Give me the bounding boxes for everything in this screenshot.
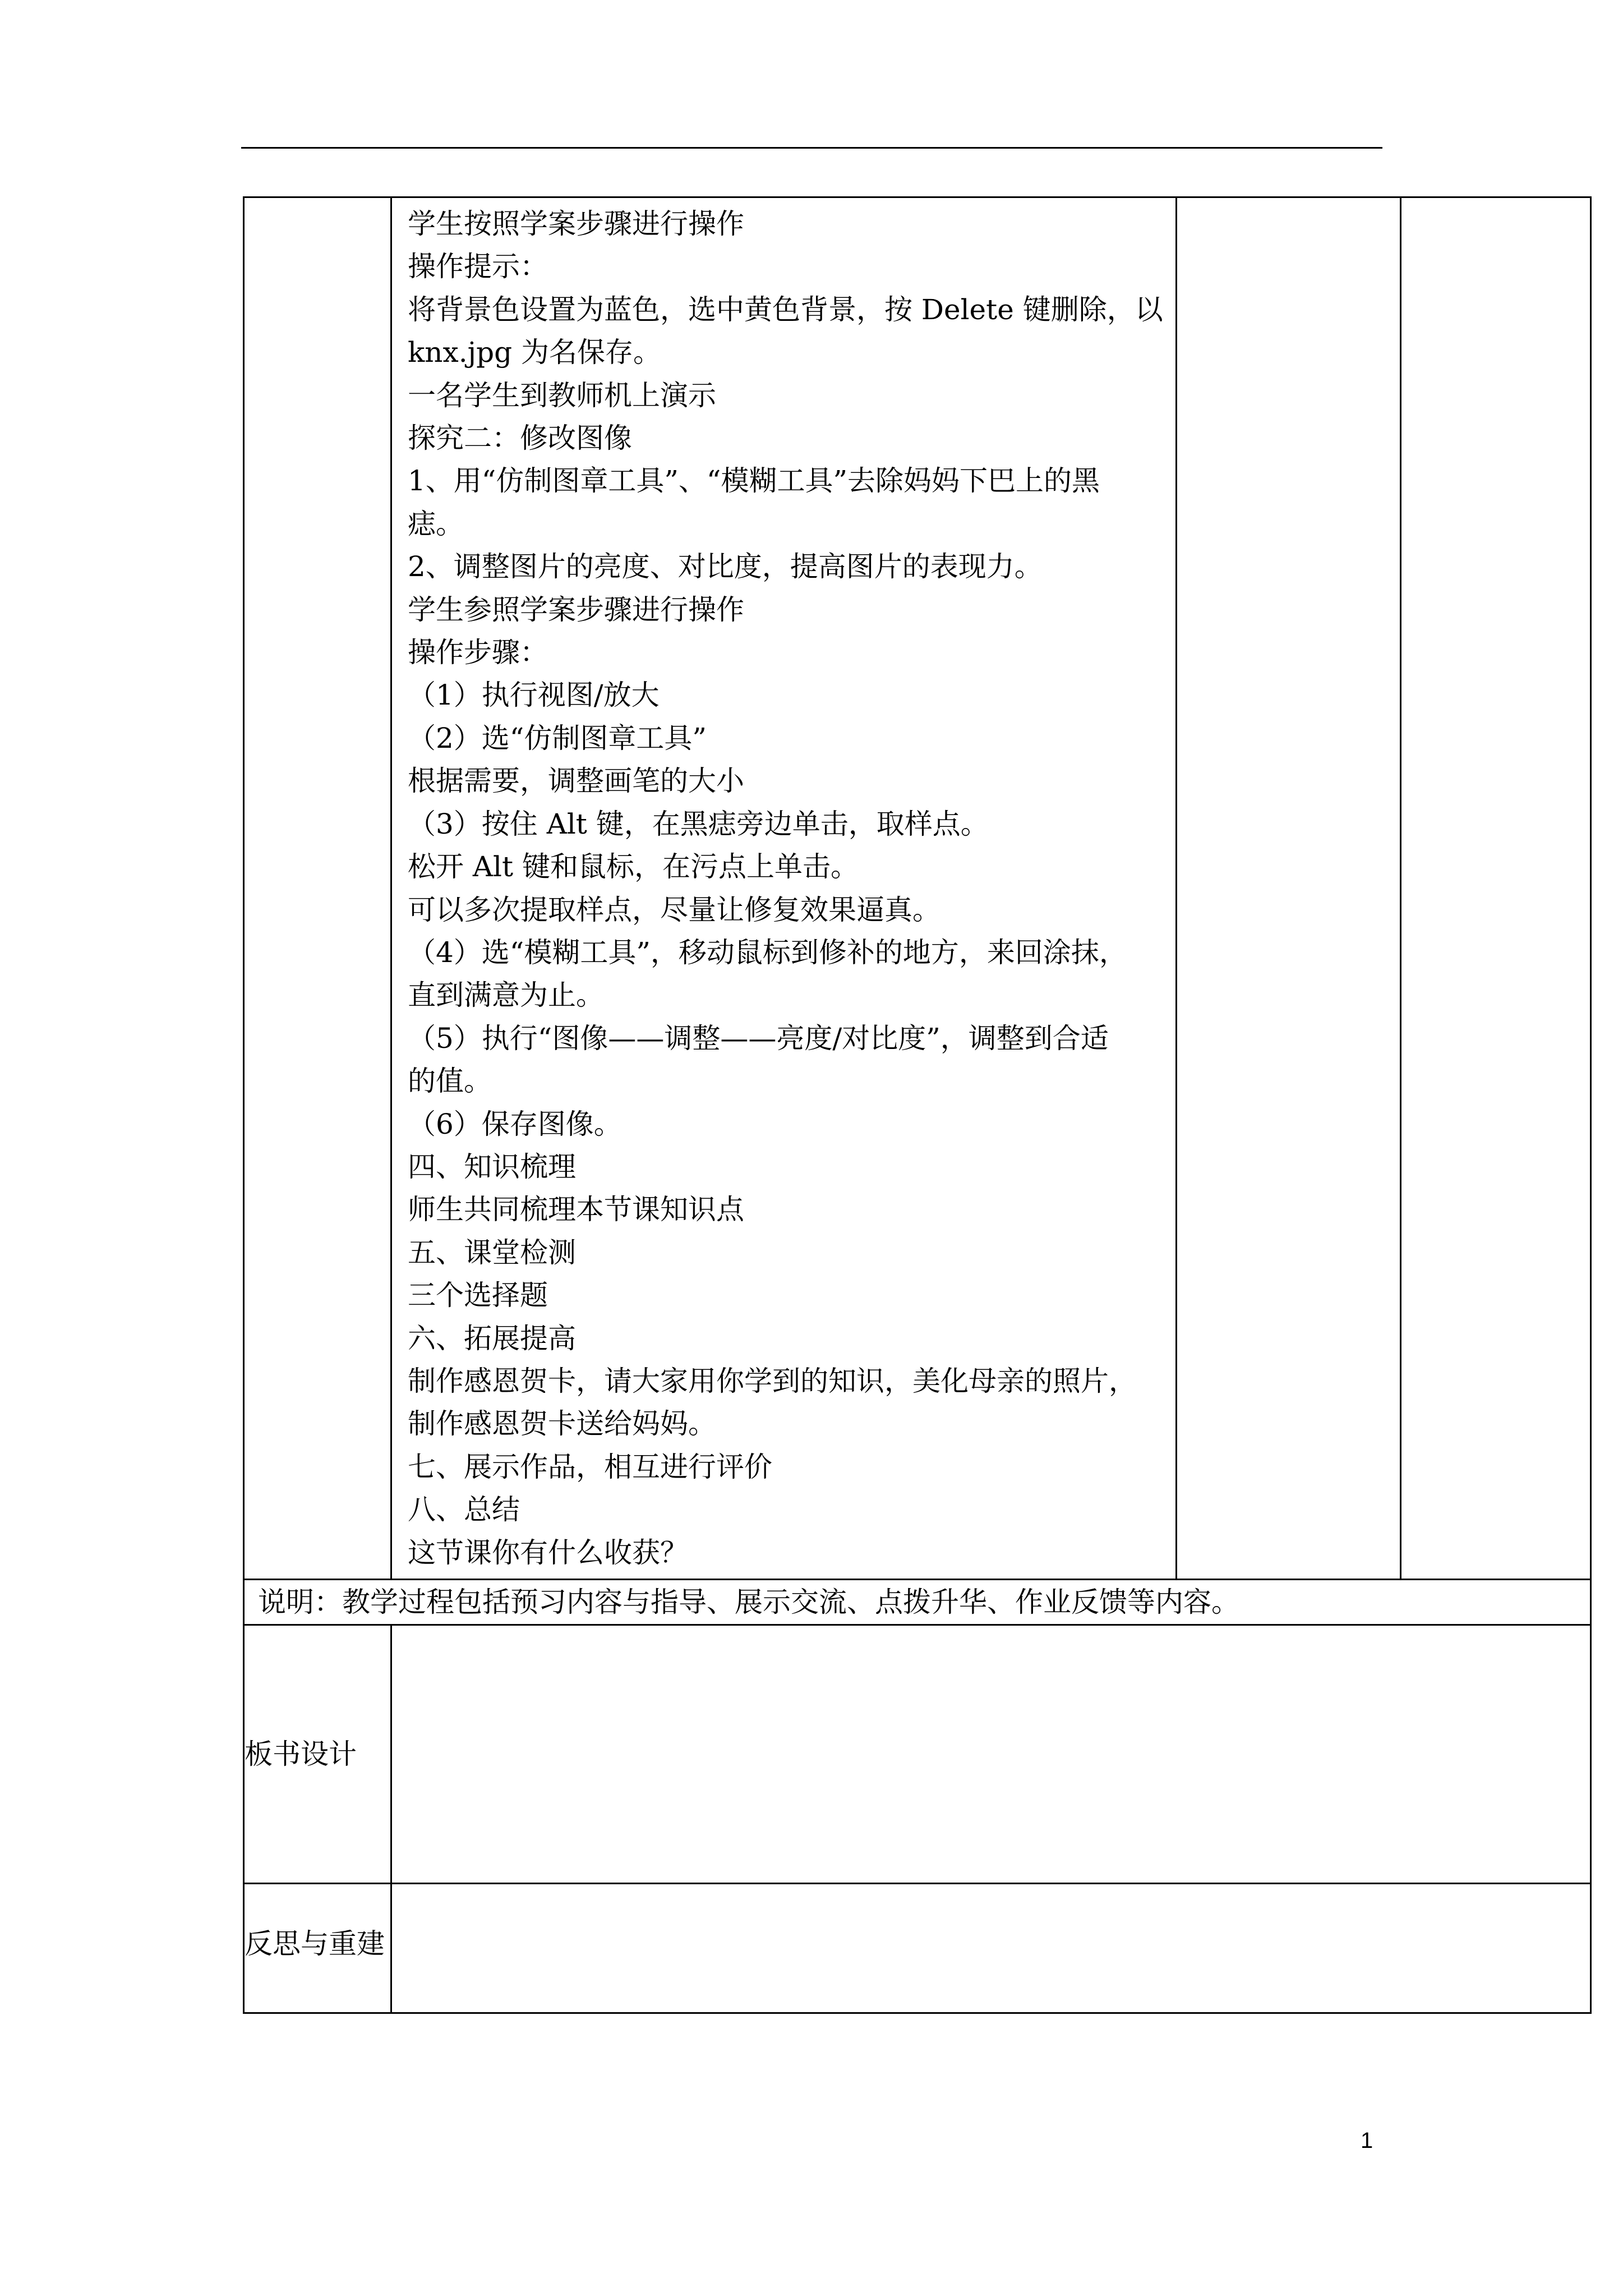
note-text: 说明：教学过程包括预习内容与指导、展示交流、点拨升华、作业反馈等内容。 xyxy=(258,1586,1239,1618)
board-design-label: 板书设计 xyxy=(244,1625,391,1884)
process-content-cell xyxy=(391,197,1177,1580)
stage-label-cell xyxy=(244,197,391,1580)
process-line: 六、拓展提高 xyxy=(408,1322,576,1355)
process-line: 这节课你有什么收获？ xyxy=(408,1536,688,1569)
note-cell xyxy=(244,1580,1591,1625)
process-line: 八、总结 xyxy=(408,1493,520,1526)
process-line: knx.jpg 为名保存。 xyxy=(408,336,662,369)
process-line: （1）执行视图/放大 xyxy=(408,679,660,712)
process-line: 制作感恩贺卡送给妈妈。 xyxy=(408,1407,716,1441)
process-line: 根据需要，调整画笔的大小 xyxy=(408,765,744,798)
process-line: 操作提示： xyxy=(408,250,548,283)
reflection-label-text: 反思与重建 xyxy=(245,1927,385,1960)
process-line: （5）执行“图像——调整——亮度/对比度”，调整到合适 xyxy=(408,1022,1109,1055)
process-line: 一名学生到教师机上演示 xyxy=(408,379,716,412)
process-line: 七、展示作品，相互进行评价 xyxy=(408,1450,772,1483)
teaching-process-row xyxy=(244,197,1591,1580)
process-line: 操作步骤： xyxy=(408,636,548,669)
process-line: （4）选“模糊工具”，移动鼠标到修补的地方，来回涂抹， xyxy=(408,936,1127,969)
process-line: 四、知识梳理 xyxy=(408,1150,576,1183)
reflection-content xyxy=(391,1884,1591,2013)
process-line: 探究二：修改图像 xyxy=(408,422,632,455)
process-line: 三个选择题 xyxy=(408,1279,548,1312)
process-line: （6）保存图像。 xyxy=(408,1107,622,1140)
process-line: 学生参照学案步骤进行操作 xyxy=(408,593,744,626)
student-activity-cell xyxy=(1177,197,1401,1580)
page-number: 1 xyxy=(1361,2128,1373,2153)
lesson-plan-table xyxy=(243,196,1592,2014)
process-line: 2、调整图片的亮度、对比度，提高图片的表现力。 xyxy=(408,550,1043,583)
reflection-label xyxy=(244,1884,391,2013)
process-line: （3）按住 Alt 键，在黑痣旁边单击，取样点。 xyxy=(408,807,989,840)
process-line: 直到满意为止。 xyxy=(408,979,604,1012)
process-line: 1、用“仿制图章工具”、“模糊工具”去除妈妈下巴上的黑 xyxy=(408,464,1100,498)
process-line: （2）选“仿制图章工具” xyxy=(408,721,707,754)
board-design-content xyxy=(391,1625,1591,1884)
board-design-row xyxy=(244,1625,1591,1884)
process-line: 松开 Alt 键和鼠标，在污点上单击。 xyxy=(408,850,859,884)
process-line: 痣。 xyxy=(408,507,464,540)
reflection-row xyxy=(244,1884,1591,2013)
process-line: 师生共同梳理本节课知识点 xyxy=(408,1193,744,1226)
header-rule xyxy=(241,147,1382,149)
note-row xyxy=(244,1580,1591,1625)
process-line: 的值。 xyxy=(408,1065,492,1098)
design-intent-cell xyxy=(1401,197,1591,1580)
process-line: 可以多次提取样点，尽量让修复效果逼真。 xyxy=(408,893,940,926)
process-line: 五、课堂检测 xyxy=(408,1236,576,1269)
process-line: 制作感恩贺卡，请大家用你学到的知识，美化母亲的照片， xyxy=(408,1364,1137,1397)
process-text xyxy=(392,198,1175,1579)
process-line: 将背景色设置为蓝色，选中黄色背景，按 Delete 键删除，以 xyxy=(408,293,1163,326)
process-line: 学生按照学案步骤进行操作 xyxy=(408,208,744,240)
